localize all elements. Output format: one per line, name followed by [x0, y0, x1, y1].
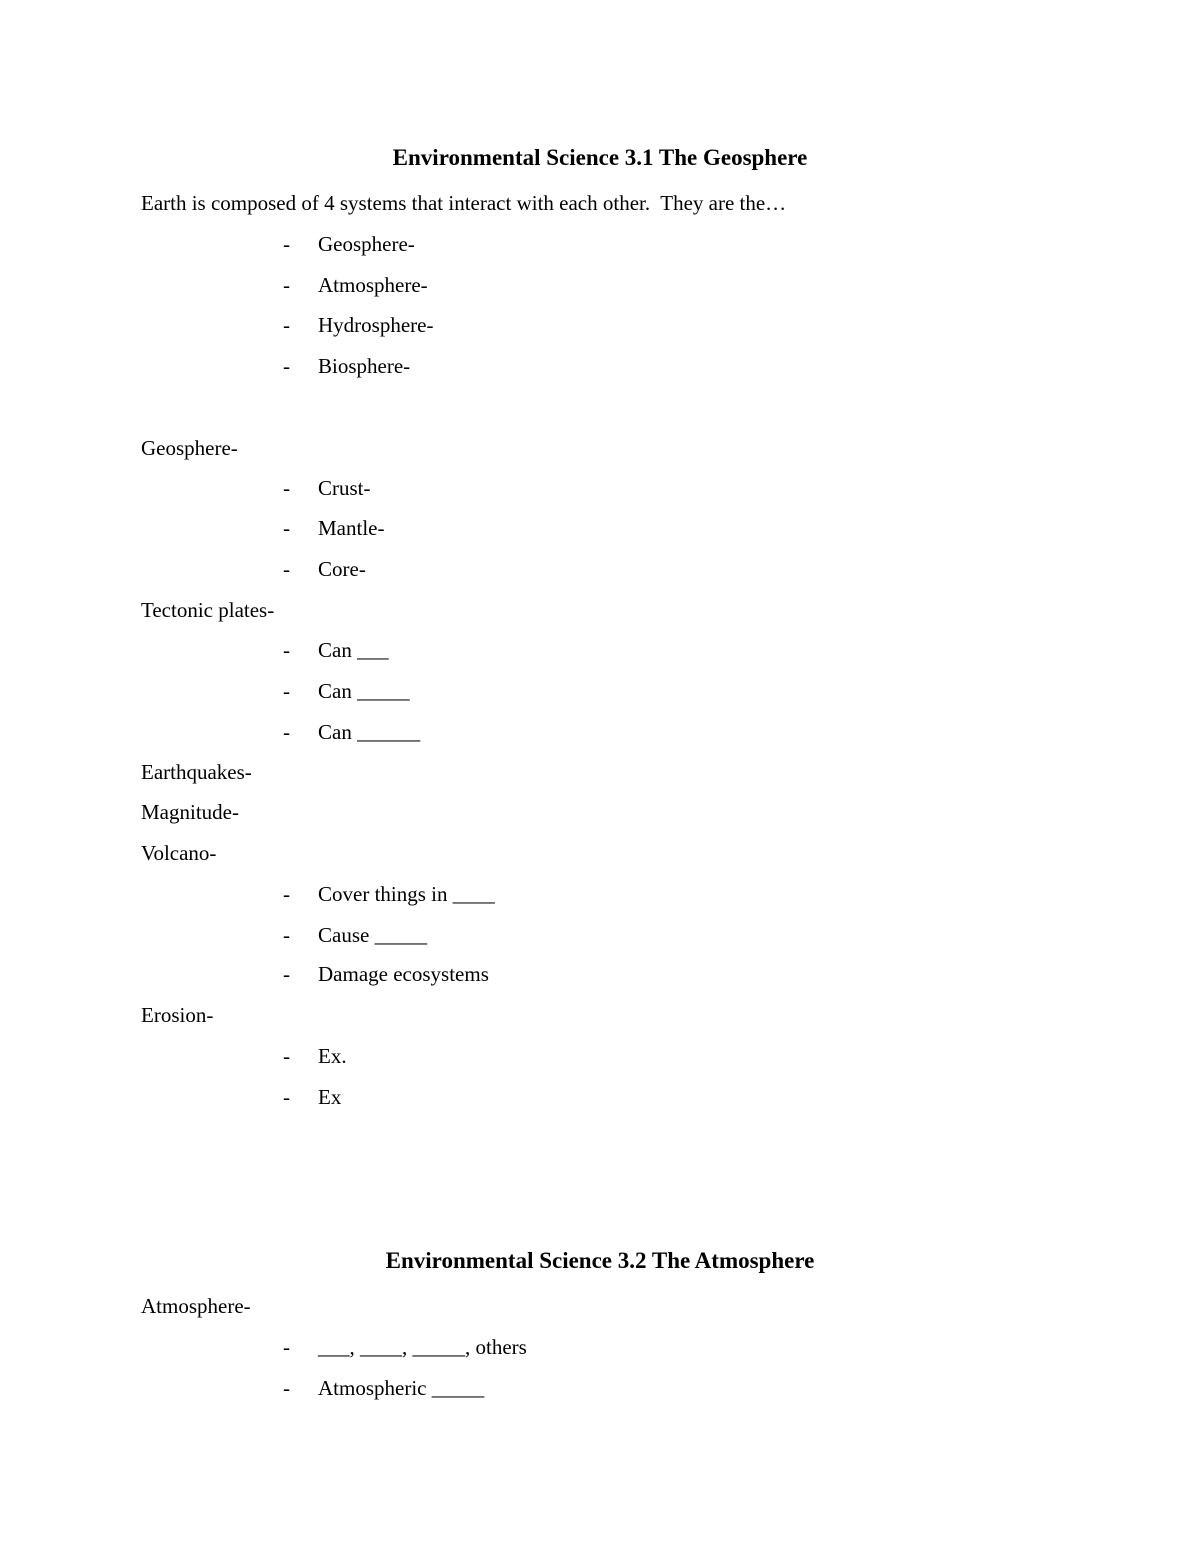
bullet-dash: -	[283, 1376, 290, 1400]
list-item: Atmosphere-	[318, 273, 428, 297]
bullet-dash: -	[283, 679, 290, 703]
list-item: Ex	[318, 1085, 342, 1109]
bullet-dash: -	[283, 923, 290, 947]
bullet-dash: -	[283, 273, 290, 297]
magnitude-label: Magnitude-	[141, 800, 239, 824]
geosphere-label: Geosphere-	[141, 436, 238, 460]
bullet-dash: -	[283, 354, 290, 378]
tectonic-plates-label: Tectonic plates-	[141, 598, 275, 622]
section-1-title: Environmental Science 3.1 The Geosphere	[392, 145, 808, 170]
list-item: Cause _____	[318, 923, 428, 947]
list-item: Crust-	[318, 476, 371, 500]
list-item: Ex.	[318, 1044, 347, 1068]
list-item: Core-	[318, 557, 366, 581]
atmosphere-label: Atmosphere-	[141, 1294, 251, 1318]
bullet-dash: -	[283, 232, 290, 256]
list-item: Hydrosphere-	[318, 313, 434, 337]
bullet-dash: -	[283, 313, 290, 337]
list-item: ___, ____, _____, others	[318, 1335, 527, 1359]
bullet-dash: -	[283, 1085, 290, 1109]
list-item: Mantle-	[318, 516, 385, 540]
erosion-label: Erosion-	[141, 1003, 214, 1027]
bullet-dash: -	[283, 1335, 290, 1359]
bullet-dash: -	[283, 882, 290, 906]
list-item: Damage ecosystems	[318, 962, 489, 986]
list-item: Cover things in ____	[318, 882, 495, 906]
bullet-dash: -	[283, 720, 290, 744]
bullet-dash: -	[283, 557, 290, 581]
section-2-title: Environmental Science 3.2 The Atmosphere	[385, 1248, 815, 1273]
list-item: Biosphere-	[318, 354, 411, 378]
bullet-dash: -	[283, 476, 290, 500]
bullet-dash: -	[283, 1044, 290, 1068]
bullet-dash: -	[283, 516, 290, 540]
bullet-dash: -	[283, 638, 290, 662]
earthquakes-label: Earthquakes-	[141, 760, 252, 784]
list-item: Geosphere-	[318, 232, 415, 256]
intro-text: Earth is composed of 4 systems that interact with each other. They are the…	[141, 191, 787, 215]
list-item: Can _____	[318, 679, 410, 703]
list-item: Atmospheric _____	[318, 1376, 485, 1400]
volcano-label: Volcano-	[141, 841, 217, 865]
list-item: Can ______	[318, 720, 421, 744]
list-item: Can ___	[318, 638, 389, 662]
bullet-dash: -	[283, 962, 290, 986]
